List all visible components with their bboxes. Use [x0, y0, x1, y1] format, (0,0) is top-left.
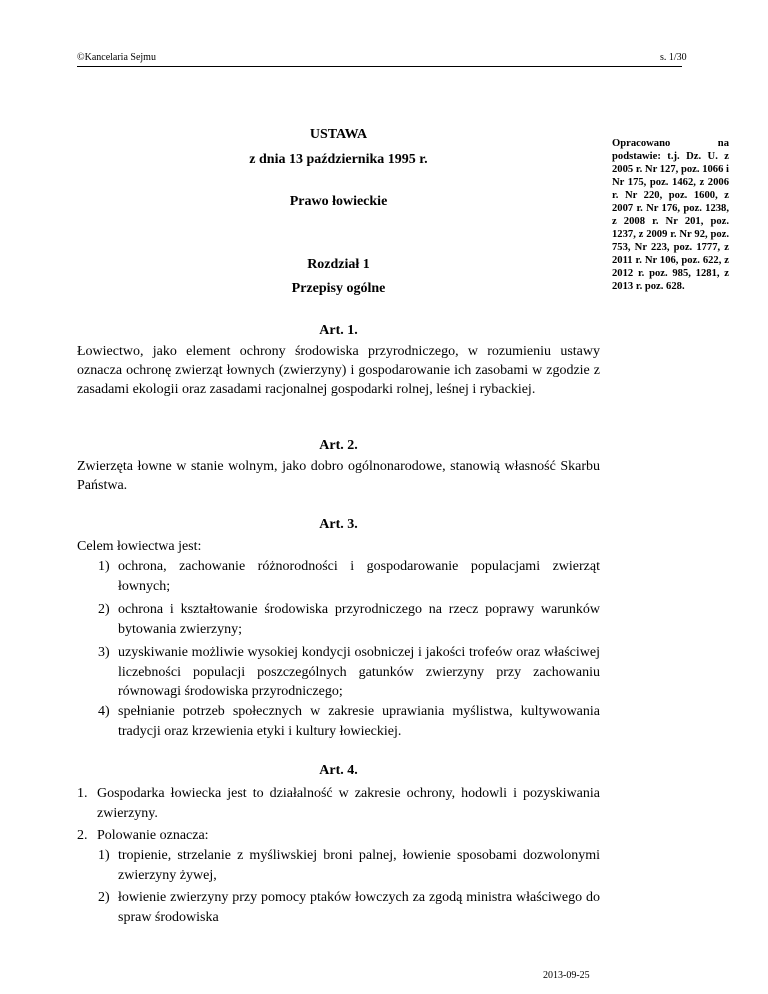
- list-item-number: 4): [98, 704, 110, 719]
- list-item: [98, 888, 600, 927]
- list-item-number: 1): [98, 559, 110, 574]
- list-item-number: 1.: [77, 786, 88, 801]
- act-type-title: USTAWA: [309, 127, 368, 142]
- list-item-text: łowienie zwierzyny przy pomocy ptaków łowczych za zgodą ministra właściwego do spraw środowiska: [118, 890, 600, 925]
- list-item: [98, 557, 600, 596]
- list-item-number: 2.: [77, 828, 88, 843]
- act-name: Prawo łowieckie: [289, 194, 388, 209]
- header-publisher: ©Kancelaria Sejmu: [77, 52, 156, 63]
- source-sidenote: Opracowano na podstawie: t.j. Dz. U. z 2005 r. Nr 127, poz. 1066 i Nr 175, poz. 1462, z 2006 r. Nr 220, poz. 1600, z 2007 r. Nr 176, poz. 1238, z 2008 r. Nr 201, poz. 1237, z 2009 r. Nr 92, poz. 753, Nr 223, poz. 1777, z 2011 r. Nr 106, poz. 622, z 2012 r. poz. 985, 1281, z 2013 r. poz. 628.: [612, 138, 729, 292]
- art-2-text: Zwierzęta łowne w stanie wolnym, jako dobro ogólnonarodowe, stanowią własność Skarbu Państwa.: [77, 459, 600, 493]
- act-date: z dnia 13 października 1995 r.: [249, 152, 428, 167]
- art-3-intro: Celem łowiectwa jest:: [77, 539, 202, 554]
- list-item-text: ochrona i kształtowanie środowiska przyrodniczego na rzecz poprawy warunków bytowania zwierzyny;: [118, 602, 600, 637]
- art-1-title: Art. 1.: [319, 323, 358, 338]
- list-item: [98, 702, 600, 741]
- chapter-name: Przepisy ogólne: [291, 281, 386, 296]
- list-item-text: tropienie, strzelanie z myśliwskiej broni palnej, łowienie sposobami dozwolonymi zwierzyny żywej,: [118, 848, 600, 883]
- art-2-title: Art. 2.: [319, 438, 358, 453]
- chapter-number: Rozdział 1: [307, 257, 370, 272]
- list-item-text: uzyskiwanie możliwie wysokiej kondycji osobniczej i jakości trofeów oraz właściwej liczebności populacji poszczególnych gatunków zwierzyny przy zachowaniu równowagi środowiska przyrodniczego;: [118, 645, 600, 699]
- list-item-text: spełnianie potrzeb społecznych w zakresie uprawiania myślistwa, kultywowania tradycji oraz krzewienia etyki i kultury łowieckiej.: [118, 704, 600, 739]
- list-item-number: 3): [98, 645, 110, 660]
- list-item: [98, 643, 600, 702]
- list-item: [77, 826, 600, 846]
- footer-date: 2013-09-25: [543, 970, 590, 981]
- list-item-text: Polowanie oznacza:: [97, 828, 209, 843]
- art-1-text: Łowiectwo, jako element ochrony środowiska przyrodniczego, w rozumieniu ustawy oznacza ochronę zwierząt łownych (zwierzyny) i gospodarowanie ich zasobami w zgodzie z zasadami ekologii oraz zasadami racjonalnej gospodarki rolnej, leśnej i rybackiej.: [77, 344, 600, 397]
- list-item-text: Gospodarka łowiecka jest to działalność w zakresie ochrony, hodowli i pozyskiwania zwierzyny.: [97, 786, 600, 821]
- list-item-text: ochrona, zachowanie różnorodności i gospodarowanie populacjami zwierząt łownych;: [118, 559, 600, 594]
- header-page-number: s. 1/30: [660, 52, 687, 63]
- header-divider: [77, 66, 682, 67]
- list-item: [98, 846, 600, 885]
- list-item: [98, 600, 600, 639]
- art-4-title: Art. 4.: [319, 763, 358, 778]
- list-item-number: 2): [98, 890, 110, 905]
- list-item: [77, 784, 600, 823]
- list-item-number: 1): [98, 848, 110, 863]
- art-3-title: Art. 3.: [319, 517, 358, 532]
- list-item-number: 2): [98, 602, 110, 617]
